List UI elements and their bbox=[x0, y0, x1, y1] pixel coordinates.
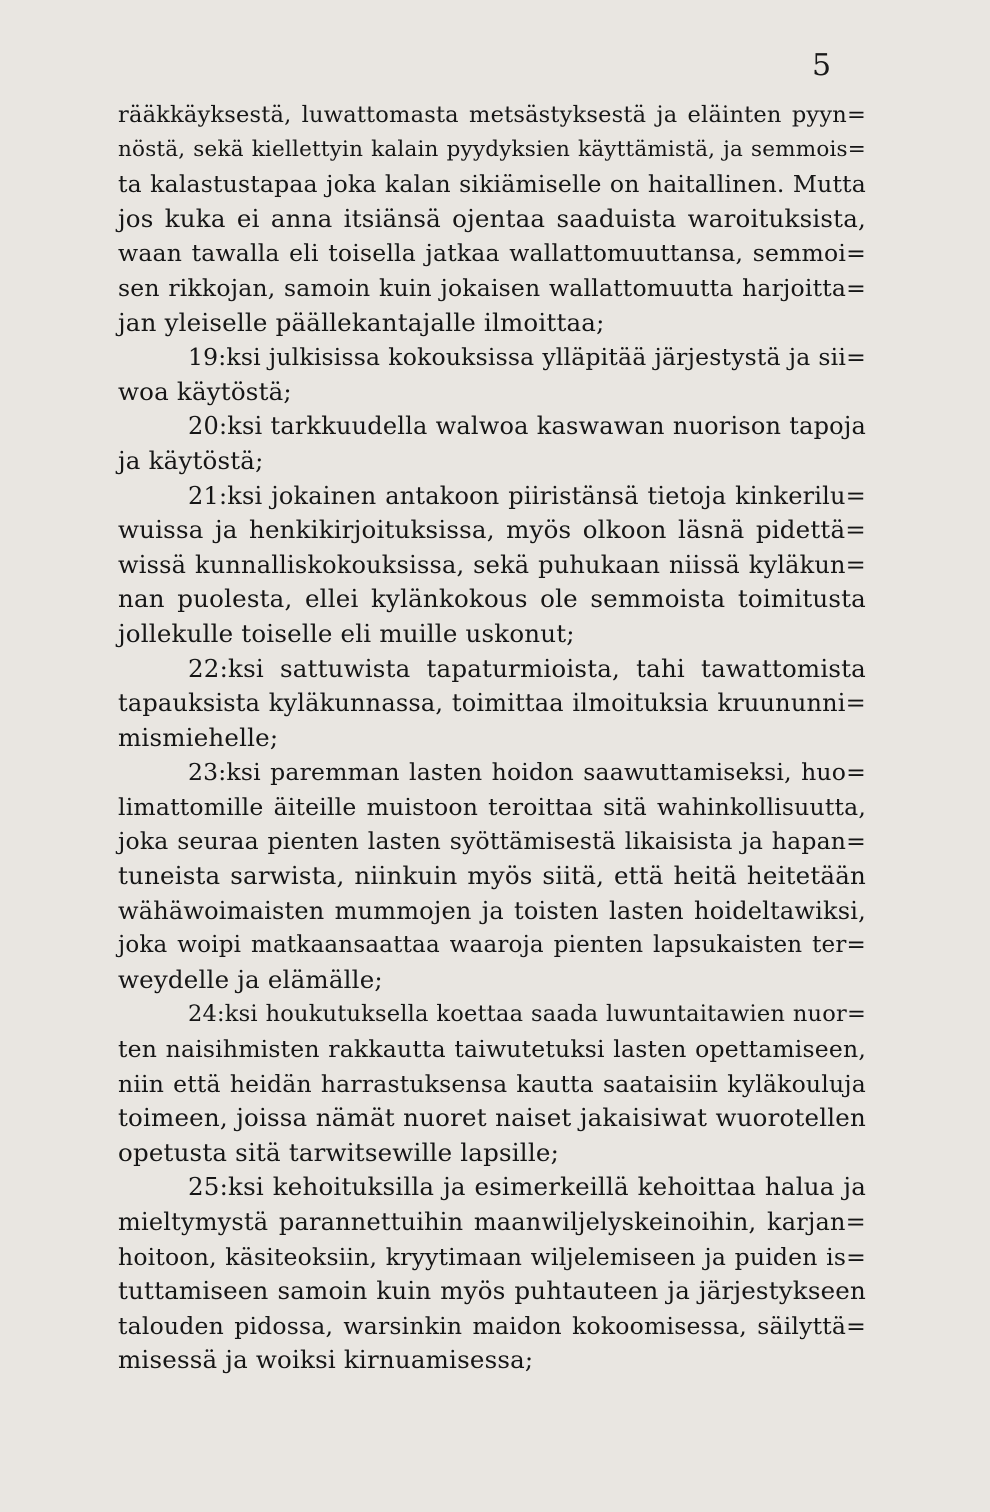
text-line: wähäwoimaisten mummojen ja toisten lasten hoideltawiksi, bbox=[118, 896, 866, 925]
text-line: wissä kunnalliskokouksissa, sekä puhukaan niissä kyläkun= bbox=[118, 550, 866, 579]
text-line: jan yleiselle päällekantajalle ilmoittaa; bbox=[118, 307, 605, 337]
text-line: 19:ksi julkisissa kokouksissa ylläpitää järjestystä ja sii= bbox=[188, 343, 866, 372]
text-line: ja käytöstä; bbox=[118, 445, 264, 475]
text-line: wuissa ja henkikirjoituksissa, myös olkoon läsnä pidettä= bbox=[118, 515, 866, 545]
text-line: toimeen, joissa nämät nuoret naiset jakaisiwat wuorotellen bbox=[118, 1103, 866, 1133]
text-line: opetusta sitä tarwitsewille lapsille; bbox=[118, 1137, 560, 1167]
text-line: talouden pidossa, warsinkin maidon kokoomisessa, säilyttä= bbox=[118, 1311, 866, 1340]
text-line: woa käytöstä; bbox=[118, 376, 292, 406]
text-line: waan tawalla eli toisella jatkaa wallattomuuttansa, semmoi= bbox=[118, 239, 866, 268]
text-line: sen rikkojan, samoin kuin jokaisen wallattomuutta harjoitta= bbox=[118, 273, 866, 302]
page-number: 5 bbox=[812, 48, 832, 83]
text-line: joka woipi matkaansaattaa waaroja pienten lapsukaisten ter= bbox=[118, 932, 866, 959]
text-line: misessä ja woiksi kirnuamisessa; bbox=[118, 1345, 534, 1375]
text-line: tuttamiseen samoin kuin myös puhtauteen ja järjestykseen bbox=[118, 1276, 866, 1306]
text-line: limattomille äiteille muistoon teroittaa sitä wahinkollisuutta, bbox=[118, 792, 866, 821]
text-line: rääkkäyksestä, luwattomasta metsästyksestä ja eläinten pyyn= bbox=[118, 102, 866, 128]
text-line: 20:ksi tarkkuudella walwoa kaswawan nuorison tapoja bbox=[188, 412, 866, 441]
text-line: tapauksista kyläkunnassa, toimittaa ilmoituksia kruununni= bbox=[118, 689, 866, 718]
text-line: nan puolesta, ellei kylänkokous ole semmoista toimitusta bbox=[118, 584, 866, 614]
text-line: 23:ksi paremman lasten hoidon saawuttamiseksi, huo= bbox=[188, 758, 866, 787]
text-line: tuneista sarwista, niinkuin myös siitä, että heitä heitetään bbox=[118, 861, 866, 891]
text-line: jollekulle toiselle eli muille uskonut; bbox=[118, 618, 575, 648]
page-body-text bbox=[118, 98, 866, 1378]
text-line: weydelle ja elämälle; bbox=[118, 964, 383, 994]
text-line: 25:ksi kehoituksilla ja esimerkeillä kehoittaa halua ja bbox=[188, 1172, 866, 1202]
text-line: ten naisihmisten rakkautta taiwutetuksi lasten opettamiseen, bbox=[118, 1035, 866, 1064]
text-line: jos kuka ei anna itsiänsä ojentaa saaduista waroituksista, bbox=[118, 203, 866, 233]
text-line: 24:ksi houkutuksella koettaa saada luwuntaitawien nuor= bbox=[188, 1001, 866, 1028]
text-line: nöstä, sekä kiellettyin kalain pyydyksien käyttämistä, ja semmois= bbox=[118, 136, 866, 162]
text-line: 22:ksi sattuwista tapaturmioista, tahi tawattomista bbox=[188, 653, 866, 683]
text-line: hoitoon, käsiteoksiin, kryytimaan wiljelemiseen ja puiden is= bbox=[118, 1242, 866, 1271]
text-line: mieltymystä parannettuihin maanwiljelyskeinoihin, karjan= bbox=[118, 1208, 866, 1236]
text-line: mismiehelle; bbox=[118, 722, 279, 752]
text-line: niin että heidän harrastuksensa kautta saataisiin kyläkouluja bbox=[118, 1069, 866, 1098]
text-line: joka seuraa pienten lasten syöttämisestä likaisista ja hapan= bbox=[118, 827, 866, 856]
text-line: 21:ksi jokainen antakoon piiristänsä tietoja kinkerilu= bbox=[188, 481, 866, 510]
text-line: ta kalastustapaa joka kalan sikiämiselle on haitallinen. Mutta bbox=[118, 170, 866, 199]
